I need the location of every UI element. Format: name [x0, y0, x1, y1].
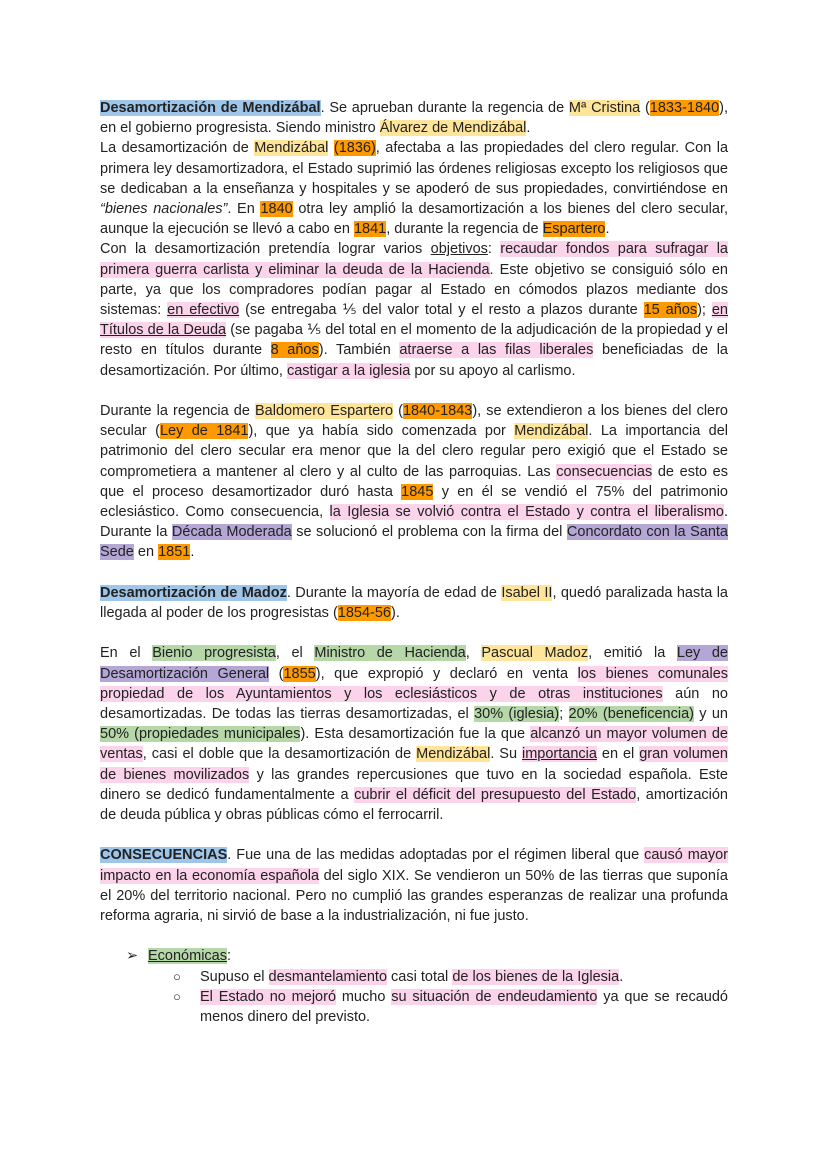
paragraph-mendizabal-law: La desamortización de Mendizábal (1836), afectaba a las propiedades del clero regular. Con la primera ley desamortizadora, el Estado suprimió las órdenes religiosas excepto los religiosos que se dedicaban a la enseñanza y hospitales y se apoderó de sus propiedades, convirtiéndose en “bienes nacionales”. En 1840 otra ley amplió la desamortización a los bienes del clero secular, aunque la ejecución se llevó a cabo en 1841, durante la regencia de Espartero. [100, 140, 729, 238]
sub-list [100, 967, 728, 1028]
circle-bullet-icon: ○ [173, 988, 181, 1004]
paragraph-objectives: Con la desamortización pretendía lograr varios objetivos: recaudar fondos para sufragar la primera guerra carlista y eliminar la deuda de la Hacienda. Este objetivo se consiguió sólo en parte, ya que los compradores podían pagar al Estado en cómodos plazos mediante dos sistemas: en efectivo (se entregaba ⅕ del valor total y el resto a plazos durante 15 años); en Títulos de la Deuda (se pagaba ⅕ del total en el momento de la adjudicación de la propiedad y el resto en títulos durante 8 años). También atraerse a las filas liberales beneficiadas de la desamortización. Por último, castigar a la iglesia por su apoyo al carlismo. [100, 241, 728, 379]
section-title-mendizabal: Desamortización de Mendizábal [100, 100, 321, 116]
list-heading-economicas: ➢ Económicas: [100, 946, 728, 966]
section-title-madoz: Desamortización de Madoz [100, 584, 287, 601]
paragraph-mendizabal-intro: Desamortización de Mendizábal. Se aprueban durante la regencia de Mª Cristina (1833-1840), en el gobierno progresista. Siendo ministro Álvarez de Mendizábal. [100, 100, 728, 137]
list-item: ○ Supuso el desmantelamiento casi total de los bienes de la Iglesia. [100, 967, 728, 987]
document-page [100, 98, 728, 1027]
paragraph-gap [100, 623, 728, 643]
paragraph-madoz-law: En el Bienio progresista, el Ministro de Hacienda, Pascual Madoz, emitió la Ley de Desamortización General (1855), que expropió y declaró en venta los bienes comunales propiedad de los Ayuntamientos y los eclesiásticos y de otras instituciones aún no desamortizadas. De todas las tierras desamortizadas, el 30% (iglesia); 20% (beneficencia) y un 50% (propiedades municipales). Esta desamortización fue la que alcanzó un mayor volumen de ventas, casi el doble que la desamortización de Mendizábal. Su importancia en el gran volumen de bienes movilizados y las grandes repercusiones que tuvo en la sociedad española. Este dinero se dedicó fundamentalmente a cubrir el déficit del presupuesto del Estado, amortización de deuda pública y obras públicas cómo el ferrocarril. [100, 645, 729, 824]
paragraph-gap [100, 563, 728, 583]
arrow-bullet-icon: ➢ [126, 948, 139, 965]
paragraph-consecuencias: CONSECUENCIAS. Fue una de las medidas adoptadas por el régimen liberal que causó mayor impacto en la economía española del siglo XIX. Se vendieron un 50% de las tierras que suponía el 20% del territorio nacional. Pero no cumplió las grandes esperanzas de realizar una profunda reforma agraria, ni sirvió de base a la industrialización, ni fue justo. [100, 847, 728, 925]
paragraph-madoz-intro: Desamortización de Madoz. Durante la mayoría de edad de Isabel II, quedó paralizada hasta la llegada al poder de los progresistas (1854-56). [100, 584, 728, 622]
section-title-consecuencias: CONSECUENCIAS [100, 847, 228, 864]
paragraph-gap [100, 381, 728, 401]
paragraph-gap [100, 926, 728, 946]
list-item: ○ El Estado no mejoró mucho su situación de endeudamiento ya que se recaudó menos dinero del previsto. [173, 988, 728, 1026]
paragraph-espartero: Durante la regencia de Baldomero Espartero (1840-1843), se extendieron a los bienes del clero secular (Ley de 1841), que ya había sido comenzada por Mendizábal. La importancia del patrimonio del clero secular era menor que la del clero regular pero exigió que el Estado se comprometiera a mantener al clero y al culto de las parroquias. Las consecuencias de esto es que el proceso desamortizador duró hasta 1845 y en él se vendió el 75% del patrimonio eclesiástico. Como consecuencia, la Iglesia se volvió contra el Estado y contra el liberalismo. Durante la Década Moderada se solucionó el problema con la firma del Concordato con la Santa Sede en 1851. [100, 403, 729, 561]
paragraph-gap [100, 825, 728, 845]
circle-bullet-icon: ○ [173, 968, 181, 984]
